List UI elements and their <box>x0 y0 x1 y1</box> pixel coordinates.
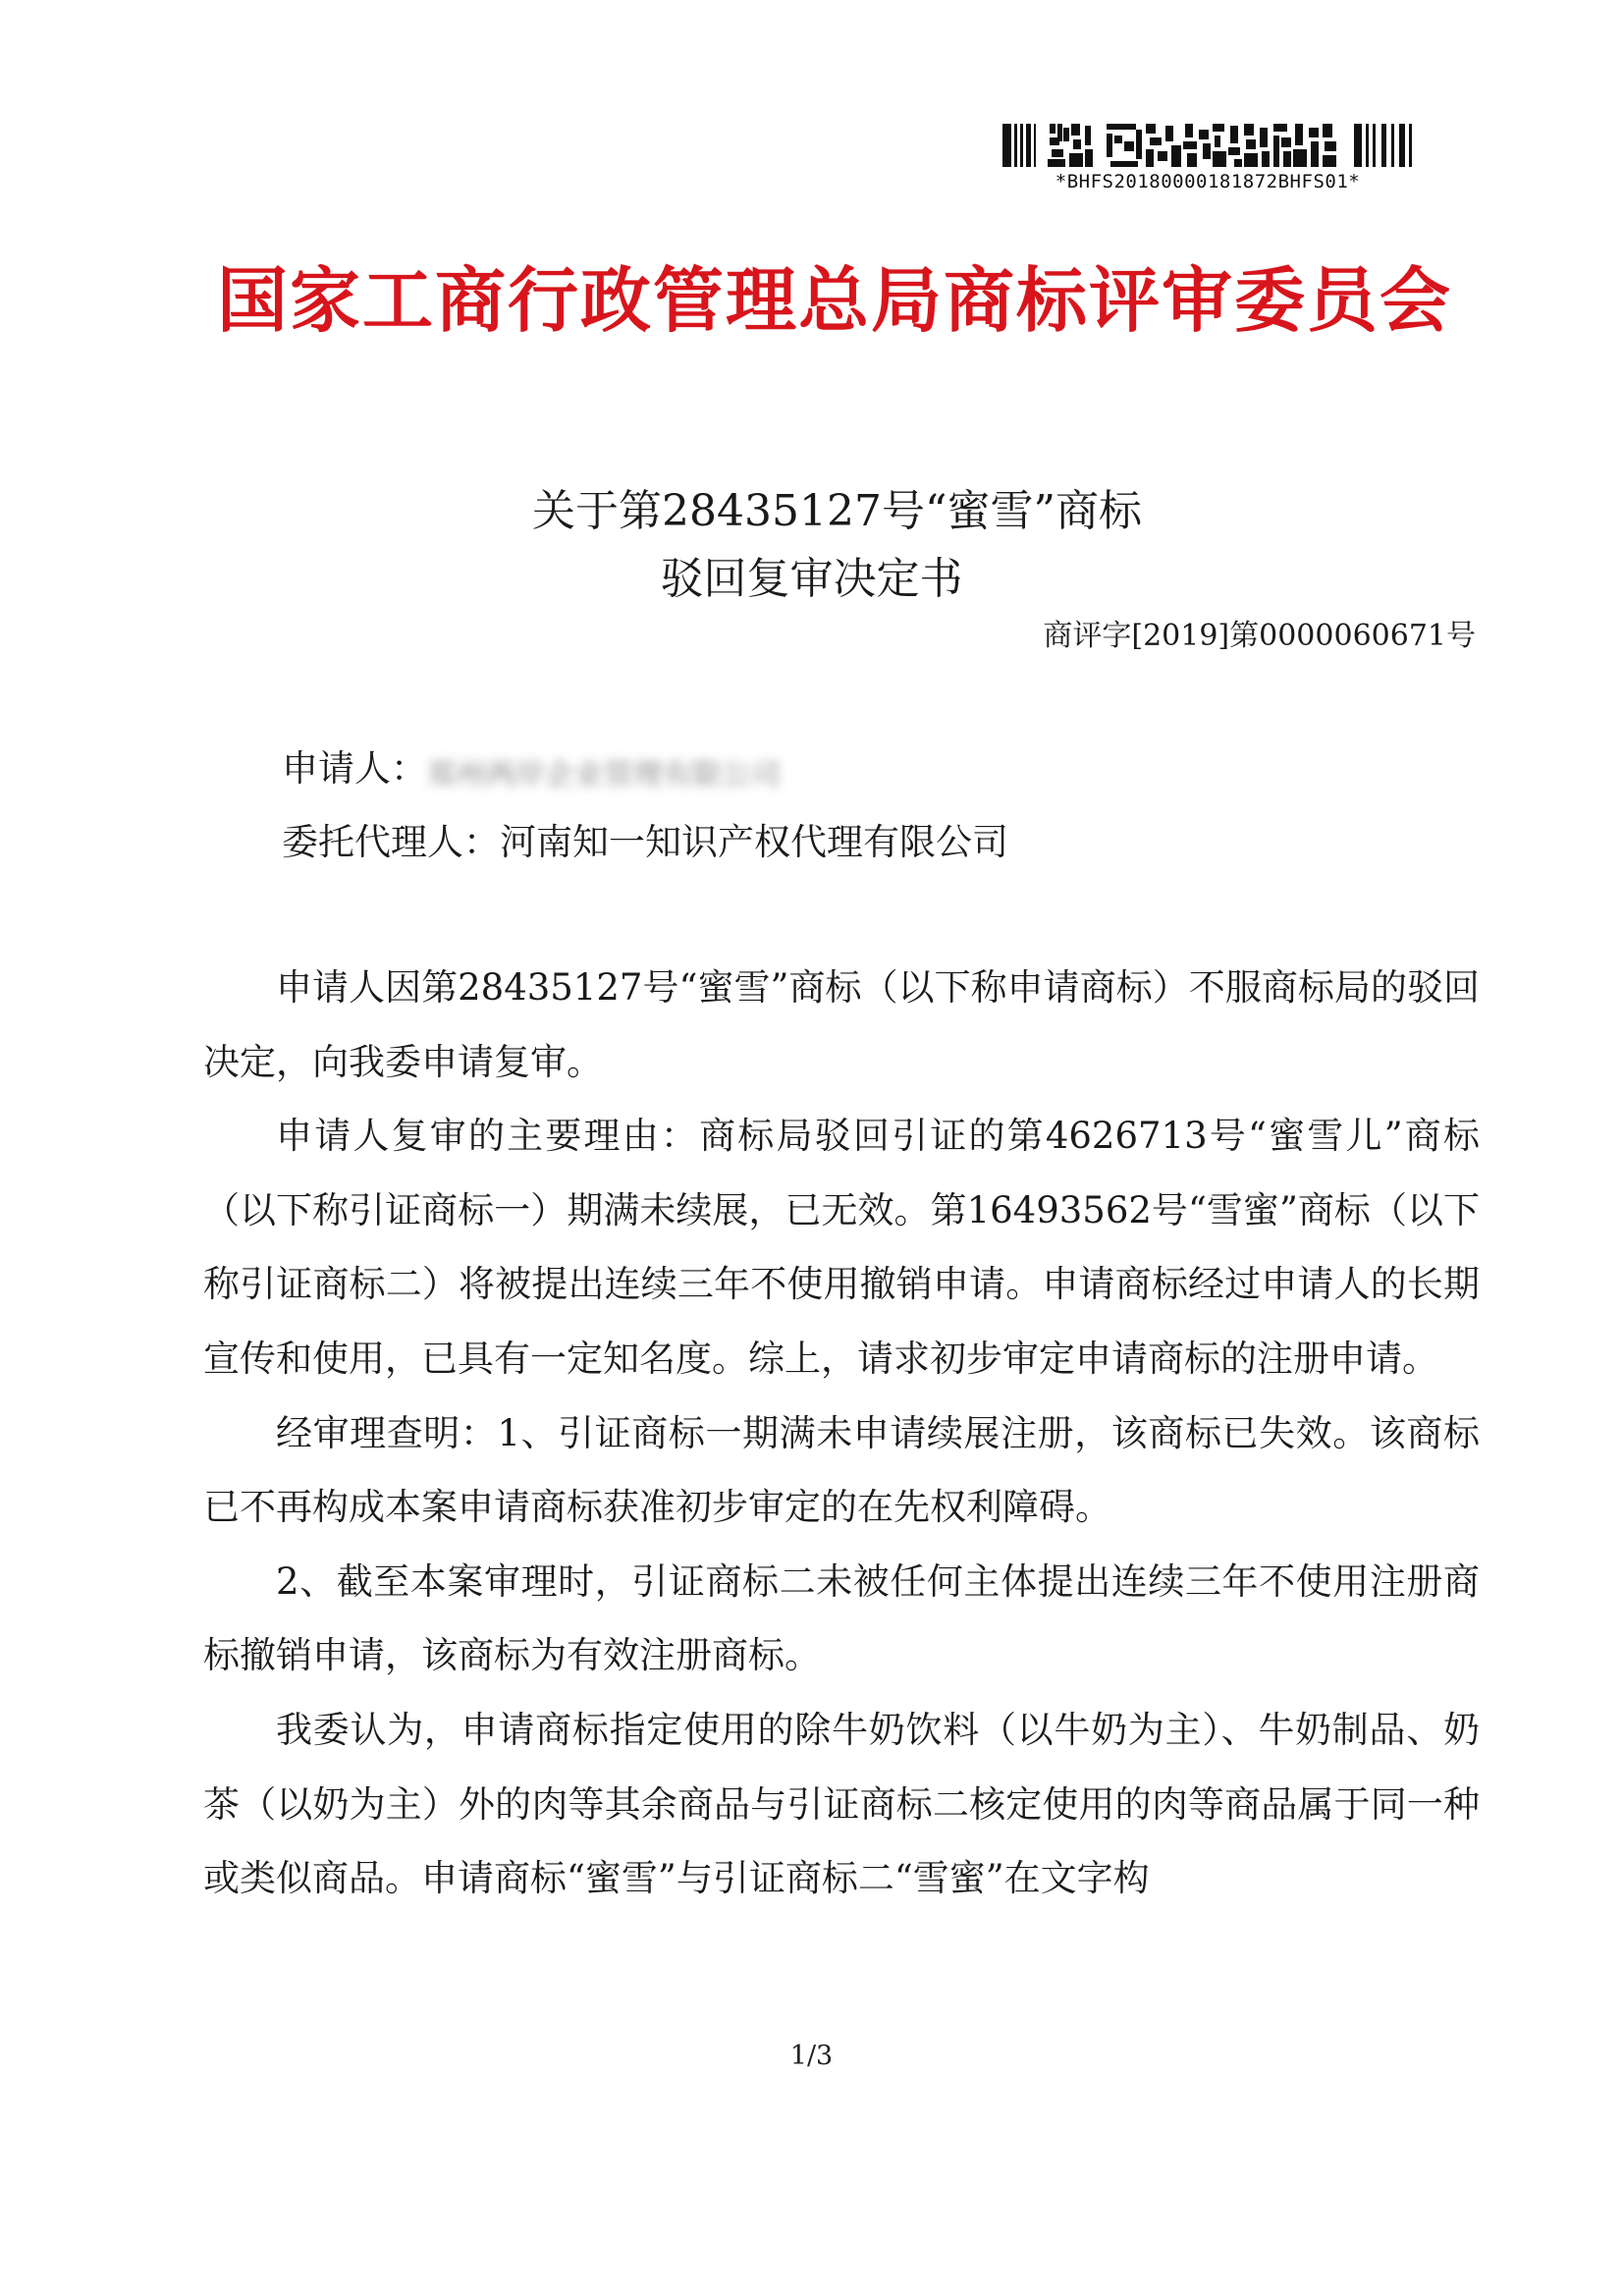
applicant-line <box>282 738 781 793</box>
applicant-name-redacted: 郑州两岸企业管理有限公司 <box>427 757 781 793</box>
barcode-caption: *BHFS20180000181872BHFS01* <box>1055 171 1361 192</box>
body-paragraph: 经审理查明：1、引证商标一期满未申请续展注册，该商标已失效。该商标已不再构成本案申请商标获准初步审定的在先权利障碍。 <box>203 1411 1480 1529</box>
document-title-line1: 关于第28435127号“蜜雪”商标 <box>532 486 1142 536</box>
applicant-label: 申请人： <box>282 747 427 790</box>
barcode-image <box>1002 124 1413 167</box>
reference-number: 商评字[2019]第0000060671号 <box>1043 619 1476 653</box>
body-paragraph: 2、截至本案审理时，引证商标二未被任何主体提出连续三年不使用注册商标撤销申请，该商标为有效注册商标。 <box>203 1559 1480 1677</box>
agent-name: 河南知一知识产权代理有限公司 <box>500 821 1008 863</box>
agent-line <box>282 812 1008 865</box>
page-number: 1/3 <box>789 2041 834 2071</box>
organization-header: 国家工商行政管理总局商标评审委员会 <box>216 259 1452 342</box>
body-paragraph: 申请人因第28435127号“蜜雪”商标（以下称申请商标）不服商标局的驳回决定，向我委申请复审。 <box>203 966 1480 1083</box>
agent-label: 委托代理人： <box>282 821 500 863</box>
body-paragraph: 申请人复审的主要理由：商标局驳回引证的第4626713号“蜜雪儿”商标（以下称引证商标一）期满未续展，已无效。第16493562号“雪蜜”商标（以下称引证商标二）将被提出连续三年不使用撤销申请。申请商标经过申请人的长期宣传和使用，已具有一定知名度。综上，请求初步审定申请商标的注册申请。 <box>203 1115 1480 1380</box>
decision-body <box>203 951 1480 1916</box>
barcode-block <box>997 124 1419 202</box>
body-paragraph: 我委认为，申请商标指定使用的除牛奶饮料（以牛奶为主）、牛奶制品、奶茶（以奶为主）外的肉等其余商品与引证商标二核定使用的肉等商品属于同一种或类似商品。申请商标“蜜雪”与引证商标二“雪蜜”在文字构 <box>203 1708 1480 1900</box>
document-title-line2: 驳回复审决定书 <box>660 554 963 604</box>
